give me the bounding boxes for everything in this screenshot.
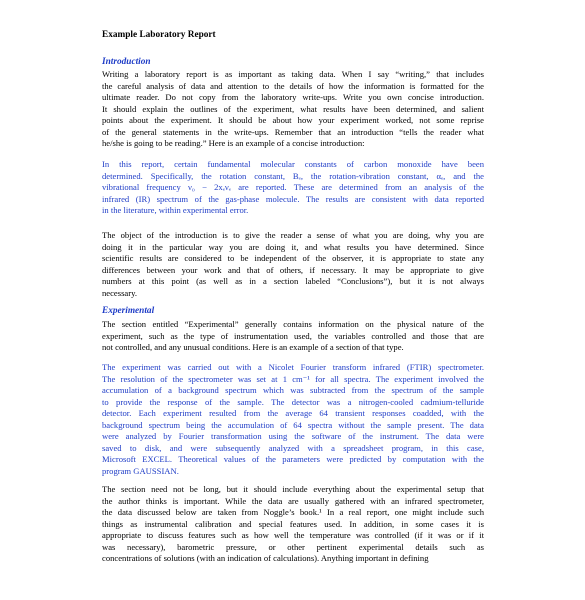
text-line: of the general statements in the write-ups. Remember that an introduction “tells the reader what <box>102 126 484 137</box>
text-line: things as instrumental calibration and special features used. In addition, in some cases it is <box>102 518 484 529</box>
text-line: program GAUSSIAN. <box>102 465 179 476</box>
text-line: determined. Specifically, the rotation constant, Bₑ, the rotation-vibration constant, αₑ, and the <box>102 170 484 181</box>
text-line: doing it in the particular way you are doing it, and what results you have determined. Since <box>102 241 484 252</box>
text-line: points about the experiment. It should be about how your experiment worked, not some reprise <box>102 115 484 125</box>
text-line: Writing a laboratory report is as important as taking data. When I say “writing,” that includes <box>102 69 484 79</box>
text-line: The object of the introduction is to give the reader a sense of what you are doing, why you are <box>102 230 484 240</box>
text-line: scientific results are considered to be independent of the observer, it is appropriate to state any <box>102 253 484 263</box>
introduction-object-paragraph <box>102 230 484 299</box>
text-line: the careful analysis of data and attention to the details of how the information is formatted for the <box>102 80 484 91</box>
text-line: the author thinks is important. While the data are usually gathered with an infrared spectrometer, <box>102 495 484 506</box>
text-line: the data discussed below are taken from Noggle’s book.¹ In a real report, one might include such <box>102 507 484 517</box>
experimental-example <box>102 362 484 477</box>
text-line: detector. Each experiment resulted from the average 64 transient responses coadded, with the <box>102 408 484 418</box>
text-line: differences between your work and that of others, if necessary. It may be appropriate to give <box>102 264 484 275</box>
text-line: vibrational frequency ν₀ − 2xₑνₑ are reported. These are determined from an analysis of the <box>102 182 484 192</box>
text-line: to provide the response of the sample. The detector was a nitrogen-cooled cadmium-telluride <box>102 396 484 407</box>
text-line: The resolution of the spectrometer was set at 1 cm⁻¹ for all spectra. The experiment involved the <box>102 373 484 384</box>
text-line: necessary. <box>102 287 137 298</box>
text-line: he/she is going to be reading.” Here is an example of a concise introduction: <box>102 138 365 148</box>
text-line: The section need not be long, but it should include everything about the experimental setup that <box>102 484 484 494</box>
text-line: saved to disk, and were subsequently analyzed with a spreadsheet program, in this case, <box>102 442 484 453</box>
introduction-heading: Introduction <box>102 57 151 67</box>
experimental-heading: Experimental <box>102 306 155 316</box>
text-line: not controlled, and any unusual conditions. Here is an example of a section of that type. <box>102 342 404 352</box>
text-line: were analyzed by Fourier transformation using the software of the instrument. The data were <box>102 431 484 441</box>
text-line: background spectrum being the accumulation of 64 spectra without the sample present. The data <box>102 419 484 430</box>
text-line: ultimate reader. Do not copy from the laboratory write-ups. Write you own concise introduction. <box>102 92 484 102</box>
text-line: experiment, such as the type of instrumentation used, the variables controlled and those that are <box>102 330 484 341</box>
text-line: In this report, certain fundamental molecular constants of carbon monoxide have been <box>102 159 484 169</box>
document-title: Example Laboratory Report <box>102 30 216 40</box>
text-line: Microsoft EXCEL. Theoretical values of the parameters were predicted by computation with the <box>102 454 484 464</box>
text-line: was necessary), barometric pressure, or other pertinent experimental details such as <box>102 541 484 552</box>
experimental-setup-paragraph <box>102 484 484 565</box>
text-line: It should explain the outlines of the experiment, what results have been determined, and salient <box>102 103 484 114</box>
text-line: accumulation of a background spectrum which was subtracted from the spectrum of the sample <box>102 385 484 395</box>
introduction-paragraph <box>102 69 484 150</box>
text-line: The section entitled “Experimental” generally contains information on the physical nature of the <box>102 319 484 329</box>
text-line: infrared (IR) spectrum of the gas-phase molecule. The results are consistent with data reported <box>102 193 484 204</box>
text-line: appropriate to discuss features such as how well the temperature was controlled (if it was or if it <box>102 530 484 540</box>
introduction-example <box>102 159 484 217</box>
experimental-paragraph <box>102 319 484 354</box>
text-line: in the literature, within experimental error. <box>102 205 249 215</box>
text-line: The experiment was carried out with a Nicolet Fourier transform infrared (FTIR) spectrometer. <box>102 362 484 372</box>
text-line: numbers at this point (as well as in a section labeled “Conclusions”), but it is not always <box>102 276 484 286</box>
text-line: concentrations of solutions (with an indication of calculations). Anything important in defining <box>102 553 429 563</box>
